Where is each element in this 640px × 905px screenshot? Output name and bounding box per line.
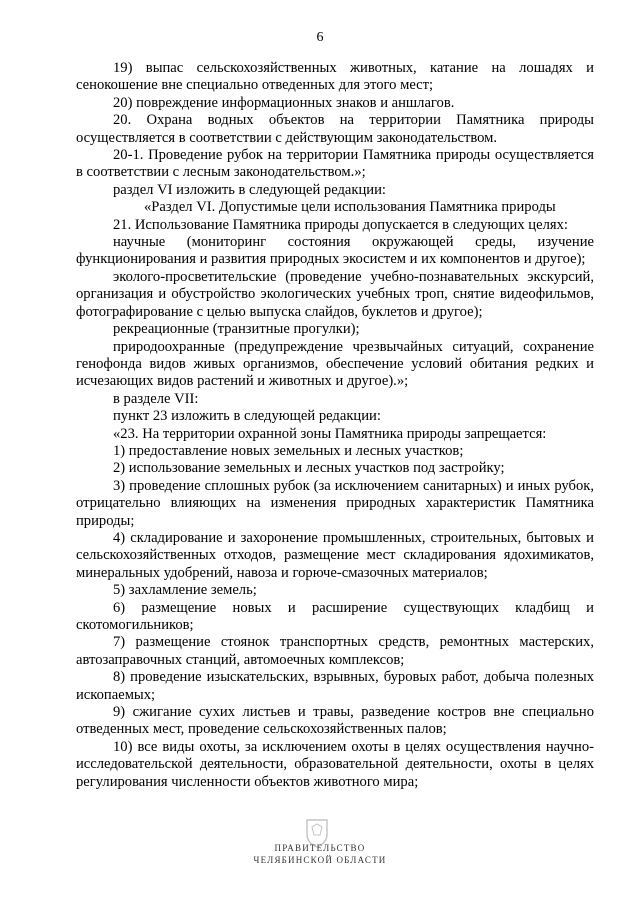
paragraph: 20) повреждение информационных знаков и аншлагов. bbox=[113, 94, 455, 111]
document-body bbox=[76, 60, 594, 791]
page-number: 6 bbox=[316, 30, 324, 45]
paragraph: пункт 23 изложить в следующей редакции: bbox=[113, 408, 381, 425]
paragraph: научные (мониторинг состояния окружающей среды, изучение функционирования и развития природных экосистем и их компонентов и другое); bbox=[76, 234, 594, 268]
section-heading: «Раздел VI. Допустимые цели использования Памятника природы bbox=[144, 199, 556, 216]
paragraph: 8) проведение изыскательских, взрывных, буровых работ, добыча полезных ископаемых; bbox=[76, 669, 594, 703]
paragraph: рекреационные (транзитные прогулки); bbox=[113, 321, 360, 338]
paragraph: природоохранные (предупреждение чрезвычайных ситуаций, сохранение генофонда видов живых организмов, обеспечение условий обитания редких и исчезающих видов растений и животных и другое).»; bbox=[76, 338, 594, 390]
paragraph: 4) складирование и захоронение промышленных, строительных, бытовых и сельскохозяйственных отходов, размещение мест складирования ядохимикатов, минеральных удобрений, навоза и горюче-смазочных материалов; bbox=[76, 529, 594, 581]
paragraph: «23. На территории охранной зоны Памятника природы запрещается: bbox=[113, 425, 547, 442]
paragraph: 2) использование земельных и лесных участков под застройку; bbox=[113, 460, 505, 477]
paragraph: 1) предоставление новых земельных и лесных участков; bbox=[113, 442, 464, 459]
paragraph: раздел VI изложить в следующей редакции: bbox=[113, 181, 386, 198]
footer-line-2: ЧЕЛЯБИНСКОЙ ОБЛАСТИ bbox=[253, 855, 387, 865]
paragraph: 7) размещение стоянок транспортных средств, ремонтных мастерских, автозаправочных станций, автомоечных комплексов; bbox=[76, 634, 594, 668]
paragraph: 21. Использование Памятника природы допускается в следующих целях: bbox=[113, 216, 568, 233]
paragraph: 5) захламление земель; bbox=[113, 582, 257, 599]
paragraph: 6) размещение новых и расширение существующих кладбищ и скотомогильников; bbox=[76, 599, 594, 633]
paragraph: эколого-просветительские (проведение учебно-познавательных экскурсий, организация и обустройство экологических учебных троп, снятие видеофильмов, фотографирование с целью выпуска слайдов, буклетов и другое); bbox=[76, 268, 594, 320]
paragraph: 3) проведение сплошных рубок (за исключением санитарных) и иных рубок, отрицательно влияющих на изменения природных характеристик Памятника природы; bbox=[76, 477, 594, 529]
paragraph: 9) сжигание сухих листьев и травы, разведение костров вне специально отведенных мест, проведение сельскохозяйственных палов; bbox=[76, 704, 594, 738]
paragraph: в разделе VII: bbox=[113, 390, 199, 407]
footer-line-1: ПРАВИТЕЛЬСТВО bbox=[274, 843, 366, 853]
paragraph: 20. Охрана водных объектов на территории Памятника природы осуществляется в соответствии с действующим законодательством. bbox=[76, 112, 594, 146]
paragraph: 20-1. Проведение рубок на территории Памятника природы осуществляется в соответствии с лесным законодательством.»; bbox=[76, 147, 594, 181]
paragraph: 19) выпас сельскохозяйственных животных, катание на лошадях и сенокошение вне специально отведенных для этого мест; bbox=[76, 60, 594, 94]
paragraph: 10) все виды охоты, за исключением охоты в целях осуществления научно-исследовательской деятельности, образовательной деятельности, охоты в целях регулирования численности объектов животного мира; bbox=[76, 738, 594, 790]
footer bbox=[0, 842, 640, 866]
